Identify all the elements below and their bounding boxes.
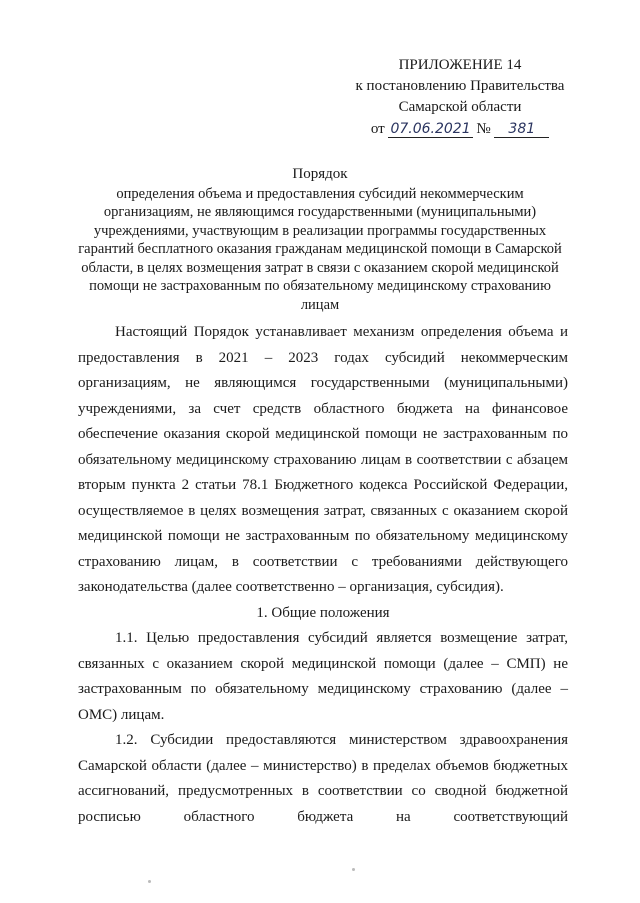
section-heading: 1. Общие положения	[256, 604, 390, 621]
intro-paragraph: Настоящий Порядок устанавливает механизм определения объема и предоставления в 2021 – 2023 годах субсидий некоммерческим организациям, не являющимся государственными (муниципальными) учреждениями, за счет средств областного бюджета на финансовое обеспечение оказания скорой медицинской помощи не застрахованным по обязательному медицинскому страхованию лицам в соответствии с абзацем вторым пункта 2 статьи 78.1 Бюджетного кодекса Российской Федерации, осуществляемое в целях возмещения затрат, связанных с оказанием скорой медицинской помощи не застрахованным по обязательному медицинскому страхованию лицам, в соответствии с требованиями действующего законодательства (далее соответственно – организация, субсидия).	[78, 324, 568, 595]
paragraph-1-2: 1.2. Субсидии предоставляются министерством здравоохранения Самарской области (далее – министерство) в пределах объемов бюджетных ассигнований, предусмотренных в соответствии со сводной бюджетной росписью областного бюджета на соответствующий	[78, 732, 568, 825]
appendix-resolution: к постановлению Правительства	[355, 78, 565, 94]
document-body	[78, 320, 568, 830]
handwritten-number: 381	[494, 121, 549, 138]
date-prefix: от	[370, 121, 385, 137]
title-heading: Порядок	[292, 166, 348, 182]
document-title	[70, 165, 570, 314]
appendix-region: Самарской области	[398, 99, 522, 115]
appendix-title: ПРИЛОЖЕНИЕ 14	[398, 57, 522, 73]
paragraph-1-1: 1.1. Целью предоставления субсидий является возмещение затрат, связанных с оказанием скорой медицинской помощи (далее – СМП) не застрахованным по обязательному медицинскому страхованию (далее – ОМС) лицам.	[78, 630, 568, 723]
scan-speck	[148, 880, 151, 883]
appendix-header	[330, 55, 590, 140]
title-subtitle: определения объема и предоставления субсидий некоммерческим организациям, не являющимся государственными (муниципальными) учреждениями, участвующим в реализации программы государственных гарантий бесплатного оказания гражданам медицинской помощи в Самарской области, в целях возмещения затрат в связи с оказанием скорой медицинской помощи не застрахованным по обязательному медицинскому страхованию лицам	[78, 185, 562, 313]
appendix-date-line	[330, 119, 590, 140]
scan-speck	[352, 868, 355, 871]
handwritten-date: 07.06.2021	[390, 121, 471, 137]
number-prefix: №	[476, 121, 491, 137]
